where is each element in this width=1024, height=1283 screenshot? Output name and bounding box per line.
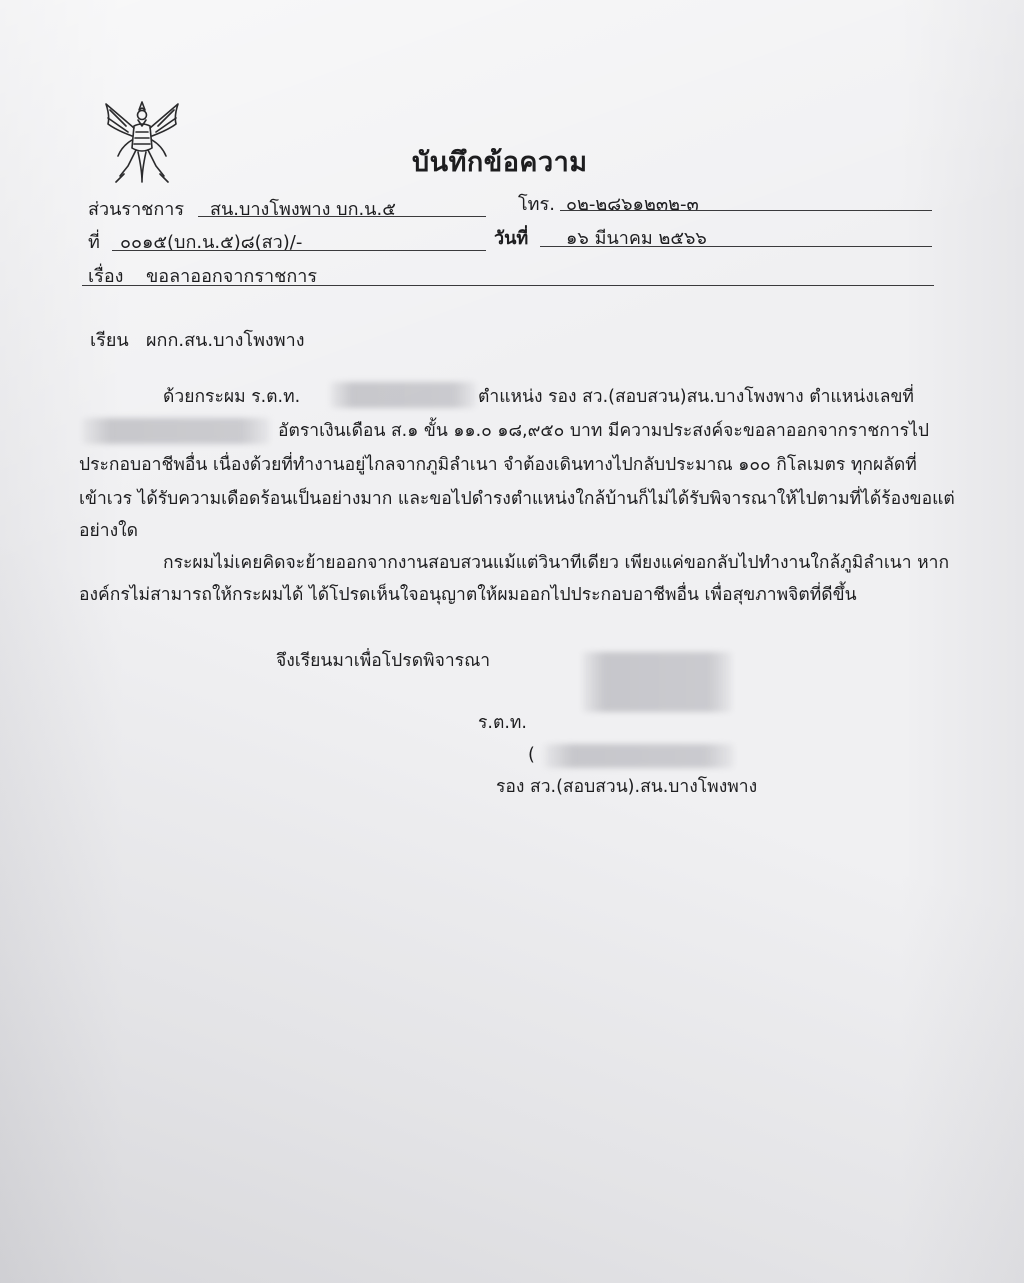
reference-label: ที่: [88, 232, 100, 253]
memo-title: บันทึกข้อความ: [412, 147, 588, 178]
to-value: ผกก.สน.บางโพงพาง: [146, 330, 305, 351]
signature-rank: ร.ต.ท.: [478, 713, 527, 733]
garuda-emblem-icon: [96, 96, 188, 188]
to-label: เรียน: [90, 330, 129, 351]
date-label: วันที่: [494, 228, 529, 249]
paragraph1-line1a: ด้วยกระผม ร.ต.ท.: [163, 387, 301, 407]
department-value: สน.บางโพงพาง บก.น.๕: [210, 199, 396, 220]
department-underline: [198, 216, 486, 217]
date-underline: [540, 246, 932, 247]
paragraph2-line1: กระผมไม่เคยคิดจะย้ายออกจากงานสอบสวนแม้แต่วินาทีเดียว เพียงแค่ขอกลับไปทำงานใกล้ภูมิลำเนา หาก: [163, 553, 950, 573]
redacted-signature: [582, 652, 732, 712]
subject-label: เรื่อง: [88, 266, 124, 287]
department-label: ส่วนราชการ: [88, 199, 185, 220]
phone-underline: [560, 210, 932, 211]
paragraph1-line2: อัตราเงินเดือน ส.๑ ขั้น ๑๑.๐ ๑๘,๙๕๐ บาท มีความประสงค์จะขอลาออกจากราชการไป: [278, 421, 929, 441]
paragraph1-line5: อย่างใด: [79, 521, 139, 541]
paragraph1-line3: ประกอบอาชีพอื่น เนื่องด้วยที่ทำงานอยู่ไกลจากภูมิลำเนา จำต้องเดินทางไปกลับประมาณ ๑๐๐ กิโลเมตร ทุกผลัดที่: [79, 455, 917, 475]
redacted-position-number: [82, 418, 270, 444]
closing-line: จึงเรียนมาเพื่อโปรดพิจารณา: [276, 651, 491, 671]
subject-underline: [82, 285, 934, 286]
signature-position: รอง สว.(สอบสวน).สน.บางโพงพาง: [496, 777, 758, 797]
date-value: ๑๖ มีนาคม ๒๕๖๖: [566, 228, 707, 249]
paragraph1-line4: เข้าเวร ได้รับความเดือดร้อนเป็นอย่างมาก และขอไปดำรงตำแหน่งใกล้บ้านก็ไม่ได้รับพิจารณาให้ไปตามที่ได้ร้องขอแต่: [79, 489, 955, 509]
reference-underline: [112, 250, 486, 251]
redacted-name: [330, 382, 476, 408]
paragraph1-line1b: ตำแหน่ง รอง สว.(สอบสวน)สน.บางโพงพาง ตำแหน่งเลขที่: [478, 387, 914, 407]
paragraph2-line2: องค์กรไม่สามารถให้กระผมได้ ได้โปรดเห็นใจอนุญาตให้ผมออกไปประกอบอาชีพอื่น เพื่อสุขภาพจิตที่ดีขึ้น: [79, 585, 857, 605]
signature-paren: (: [528, 745, 535, 765]
redacted-signer-name: [544, 744, 734, 768]
phone-label: โทร.: [518, 194, 555, 215]
subject-value: ขอลาออกจากราชการ: [146, 266, 317, 287]
phone-value: ๐๒-๒๘๖๑๒๓๒-๓: [566, 194, 699, 215]
reference-value: ๐๐๑๕(บก.น.๕)๘(สว)/-: [120, 232, 303, 253]
